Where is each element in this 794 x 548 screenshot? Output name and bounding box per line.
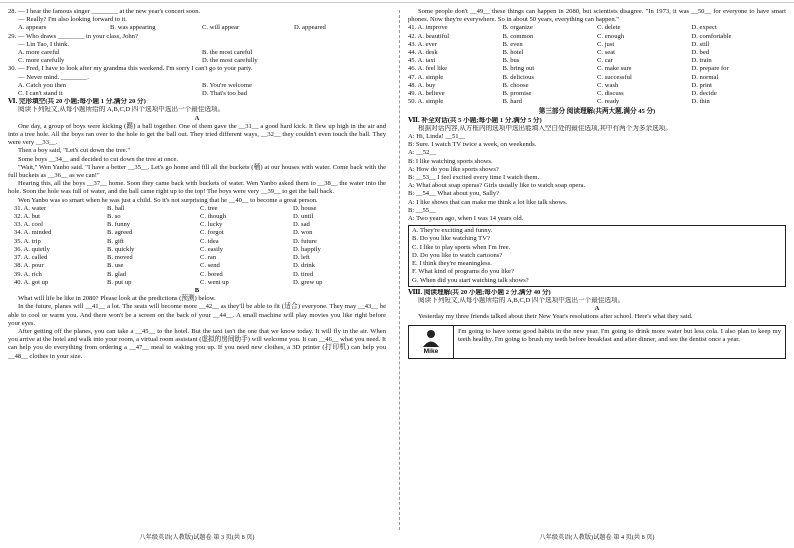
option: 37. A. called <box>14 254 48 262</box>
option-row <box>14 221 386 229</box>
passage-a-paragraph: Hearing this, all the boys __37__ home. Soon they came back with buckets of water. Wen Yanbo asked them to __38__ the water into the hole. Soon the hole was full of water, and the ball came right up to the top! The boys were very __39__ to get the ball back. <box>8 180 386 196</box>
option-row <box>14 213 386 221</box>
passage-a-label: A <box>194 114 200 122</box>
option-row <box>408 33 786 41</box>
option: D. normal <box>691 73 719 81</box>
mike-text: I'm going to have some good habits in the new year. I'm going to drink more water but less cola. I also plan to keep my teeth healthy. I'm going to brush my teeth before breakfast and after dinner, and see the dentist once a year. <box>458 327 781 343</box>
option: 39. A. rich <box>14 270 42 278</box>
option-row <box>14 271 386 279</box>
dialog-line: B: __53__ I feel excited every time I watch them. <box>408 174 540 182</box>
mike-quote-box <box>408 325 786 359</box>
option: C. went up <box>200 278 229 286</box>
page-footer: 八年级英语(人教版)试题卷 第 3 页(共 8 页) <box>139 533 255 541</box>
option: D. thin <box>691 98 710 106</box>
option: 35. A. trip <box>14 237 41 245</box>
q30-options <box>8 82 386 98</box>
option: 43. A. ever <box>408 40 437 48</box>
q29-options <box>8 49 386 65</box>
option: C. easily <box>200 245 224 253</box>
option: D. house <box>293 204 317 212</box>
page-divider <box>399 10 400 530</box>
section-8-instructions: 阅读下列短文,从每小题所给的 A,B,C,D 四个选项中选出一个最佳选项。 <box>418 296 625 304</box>
box-option: B. Do you like watching TV? <box>412 235 490 243</box>
option: B. the most careful <box>202 49 253 57</box>
option: C. make sure <box>597 65 632 73</box>
option-row <box>14 254 386 262</box>
option: C. will appear <box>202 24 240 32</box>
option: 38. A. pour <box>14 262 44 270</box>
box-option: E. I think they're meaningless. <box>412 260 492 268</box>
option: D. train <box>691 57 712 65</box>
option: 45. A. taxi <box>408 57 436 65</box>
option-row <box>408 57 786 65</box>
option: B. agreed <box>107 229 133 237</box>
reading-intro: Yesterday my three friends talked about their New Year's resolutions after school. Here's what they said. <box>418 313 693 321</box>
option: D. still <box>691 40 710 48</box>
option-row <box>408 98 786 106</box>
q29-line-2: — Lin Tao, I think. <box>18 40 70 48</box>
passage-a-paragraph: One day, a group of boys were kicking (踢) a ball together. One of them gave the __31__ a good hard kick. It flew up high in the air and into a tree hole. All the boys ran over to the hole to get the ball out. They tried different ways, __32__ they couldn't even touch the ball. They were very __33__. <box>8 122 386 147</box>
option: B. choose <box>502 81 529 89</box>
option-row <box>408 41 786 49</box>
option: C. forgot <box>200 229 224 237</box>
option: D. decide <box>691 90 717 98</box>
option: B. promise <box>502 90 532 98</box>
option-row <box>14 229 386 237</box>
passage-a-paragraph: Wen Yanbo was so smart when he was just a child. So it's not surprising that he __40__ to become a great person. <box>18 196 318 204</box>
option: A. Catch you then <box>18 81 66 89</box>
option: D. expect <box>691 24 717 32</box>
option: B. common <box>502 32 534 40</box>
option: 50. A. simple <box>408 98 444 106</box>
option: 34. A. minded <box>14 229 52 237</box>
option: D. happily <box>293 245 321 253</box>
option: B. delicious <box>502 73 535 81</box>
box-option: F. What kind of programs do you like? <box>412 268 514 276</box>
option: C. just <box>597 40 615 48</box>
option: D. That's too bad <box>202 90 248 98</box>
option: B. hard <box>502 98 522 106</box>
option: 31. A. water <box>14 204 47 212</box>
option: D. print <box>691 81 713 89</box>
passage-b-label: B <box>194 286 200 294</box>
option: B. hotel <box>502 49 524 57</box>
option: B. ball <box>107 204 125 212</box>
option: 49. A. believe <box>408 90 445 98</box>
option: B. You're welcome <box>202 81 252 89</box>
passage-b-options <box>408 24 786 106</box>
mike-portrait <box>409 326 454 358</box>
option: 42. A. beautiful <box>408 32 450 40</box>
option: C. though <box>200 213 227 221</box>
option: 46. A. feel like <box>408 65 448 73</box>
options-box <box>408 225 786 286</box>
option: C. discuss <box>597 90 624 98</box>
option: C. bored <box>200 270 223 278</box>
option: 44. A. desk <box>408 49 438 57</box>
option: D. comfortable <box>691 32 732 40</box>
dialog <box>408 133 786 223</box>
passage-a-paragraph: Then a boy said, "Let's cut down the tree." <box>18 147 131 155</box>
option: D. the most carefully <box>202 57 258 65</box>
option: C. enough <box>597 32 625 40</box>
option: B. use <box>107 262 124 270</box>
option-row <box>408 24 786 32</box>
mike-name: Mike <box>423 347 439 355</box>
option: D. tired <box>293 270 314 278</box>
option: B. glad <box>107 270 127 278</box>
option: B. gift <box>107 237 124 245</box>
option: C. send <box>200 262 220 270</box>
dialog-line: B: I like watching sports shows. <box>408 157 493 165</box>
passage-a-paragraph: "Wait," Wen Yanbo said. "I have a better __35__. Let's go home and fill all the buckets (桶) at our houses with water. Come back with the full buckets as __36__ as we can!" <box>8 163 386 180</box>
option: 48. A. buy <box>408 81 436 89</box>
option: B. put up <box>107 278 132 286</box>
passage-a-options <box>8 205 386 287</box>
option: C. tree <box>200 204 218 212</box>
option: C. delete <box>597 24 621 32</box>
dialog-line: A: How do you like sports shows? <box>408 165 499 173</box>
option-row <box>14 279 386 287</box>
dialog-line: B: __54__ What about you, Sally? <box>408 190 500 198</box>
right-page <box>408 8 786 541</box>
section-7-title: Ⅶ. 补全对话(共 5 小题;每小题 1 分,满分 5 分) <box>408 116 542 124</box>
passage-a-label: A <box>594 305 600 313</box>
option: C. I can't stand it <box>18 90 63 98</box>
option: D. until <box>293 213 314 221</box>
passage-b-paragraph: In the future, planes will __41__ a lot. The seats will become more __42__ as they'll be able to fit (适合) everyone. They may __43__ be able to cool or warm you. And there won't be a screen on the back of your __44__. A small machine will play movies you like right before your eyes. <box>8 303 386 327</box>
option: D. sad <box>293 221 310 229</box>
section-8-title: Ⅷ. 阅读理解(共 20 小题;每小题 2 分,满分 40 分) <box>408 288 551 296</box>
option: B. bring out <box>502 65 535 73</box>
dialog-line: A: Hi, Linda! __51__ <box>408 133 466 141</box>
box-option: G. When did you start watching talk shows? <box>412 276 529 284</box>
passage-b-paragraph: What will life be like in 2080? Please look at the predictions (预测) below. <box>18 295 216 303</box>
section-6-instructions: 阅读下列短文,从每小题所给的 A,B,C,D 四个选项中选出一个最佳选项。 <box>18 106 225 114</box>
part-3-title: 第三部分 阅读理解(共两大题,满分 45 分) <box>538 108 656 116</box>
dialog-line: A: What about soap operas? Girls usually like to watch soap opera. <box>408 182 586 190</box>
option: C. more carefully <box>18 57 65 65</box>
dialog-line: B: __55__ <box>408 206 436 214</box>
passage-a-paragraph: Some boys __34__ and decided to cut down the tree at once. <box>18 155 179 163</box>
box-option: C. I like to play sports when I'm free. <box>412 243 511 251</box>
option-row <box>408 49 786 57</box>
option: 40. A. got up <box>14 278 49 286</box>
page-footer: 八年级英语(人教版)试题卷 第 4 页(共 8 页) <box>539 533 655 541</box>
option: B. organize <box>502 24 533 32</box>
option: B. even <box>502 40 523 48</box>
option: D. prepare for <box>691 65 729 73</box>
option-row <box>14 262 386 270</box>
option: C. lucky <box>200 221 223 229</box>
option: 36. A. quietly <box>14 245 50 253</box>
section-7-instructions: 根据对话内容,从方框内的选项中选出能填入空白处的最佳选项,其中有两个为多余选项。 <box>418 124 672 132</box>
option: 32. A. but <box>14 213 41 221</box>
option: D. appeared <box>294 24 326 32</box>
option: D. drink <box>293 262 315 270</box>
option: B. was appearing <box>110 24 156 32</box>
dialog-line: A: Two years ago, when I was 14 years old. <box>408 215 524 223</box>
q28-options <box>8 24 386 32</box>
q30-line-1: 30. — Fred, I have to look after my grandma this weekend. I'm sorry I can't go to your party. <box>8 65 253 73</box>
q29-line-1: 29. — Who draws ________ in your class, John? <box>8 32 138 40</box>
option-row <box>14 205 386 213</box>
option: B. so <box>107 213 121 221</box>
option: C. ran <box>200 254 217 262</box>
option: C. car <box>597 57 613 65</box>
option: B. funny <box>107 221 131 229</box>
option-row <box>408 90 786 98</box>
option: C. successful <box>597 73 632 81</box>
option: C. ready <box>597 98 620 106</box>
option-row <box>408 82 786 90</box>
option: 41. A. improve <box>408 24 448 32</box>
q28-line-2: — Really? I'm also looking forward to it. <box>18 16 127 24</box>
option: D. bed <box>691 49 710 57</box>
option-row <box>408 65 786 73</box>
box-option: D. Do you like to watch cartoons? <box>412 251 503 259</box>
option: C. seat <box>597 49 615 57</box>
q28-line-1: 28. — I hear the famous singer ________ at the new year's concert soon. <box>8 8 201 15</box>
option: B. quickly <box>107 245 135 253</box>
dialog-line: A: I like shows that can make me think a lot like talk shows. <box>408 198 568 206</box>
top-edge <box>0 2 794 5</box>
option: A. more careful <box>18 49 60 57</box>
passage-b-continuation: Some people don't __49__ these things can happen in 2080, but scientists disagree. "In 1973, it was __50__ for everyone to have smart phones. Now they're everywhere. So in about 50 years, everything can happen." <box>408 8 786 24</box>
option: D. left <box>293 254 310 262</box>
option: C. wash <box>597 81 619 89</box>
dialog-line: B: Sure. I watch TV twice a week, on weekends. <box>408 141 537 149</box>
option: D. grew up <box>293 278 323 286</box>
section-6-title: Ⅵ. 完形填空(共 20 小题;每小题 1 分,满分 20 分) <box>8 98 146 106</box>
option: A. appears <box>18 24 47 32</box>
dialog-line: A: __52__ <box>408 149 437 157</box>
passage-b-paragraph: After getting off the planes, you can take a __45__ to the hotel. But the taxi isn't the one that we know today. It will fly in the air. When you arrive at the hotel and walk into your room, a virtual room assistant (虚拟的房间助手) will welcome you. It can __46__ what you need. It can help you do everything from ordering a __47__ meal to waking you up. If you need new clothes, a 3D printer (打印机) can help you __48__ clothes in your size. <box>8 327 386 360</box>
option: D. future <box>293 237 317 245</box>
option-row <box>14 246 386 254</box>
option-row <box>14 238 386 246</box>
option: B. moved <box>107 254 133 262</box>
option: 47. A. simple <box>408 73 444 81</box>
person-icon <box>420 328 442 348</box>
option: 33. A. cool <box>14 221 43 229</box>
option: B. bus <box>502 57 520 65</box>
left-page <box>8 8 386 541</box>
option: D. won <box>293 229 313 237</box>
option-row <box>408 74 786 82</box>
option: C. idea <box>200 237 219 245</box>
q30-line-2: — Never mind. ________. <box>18 73 89 81</box>
box-option: A. They're exciting and funny. <box>412 227 493 235</box>
